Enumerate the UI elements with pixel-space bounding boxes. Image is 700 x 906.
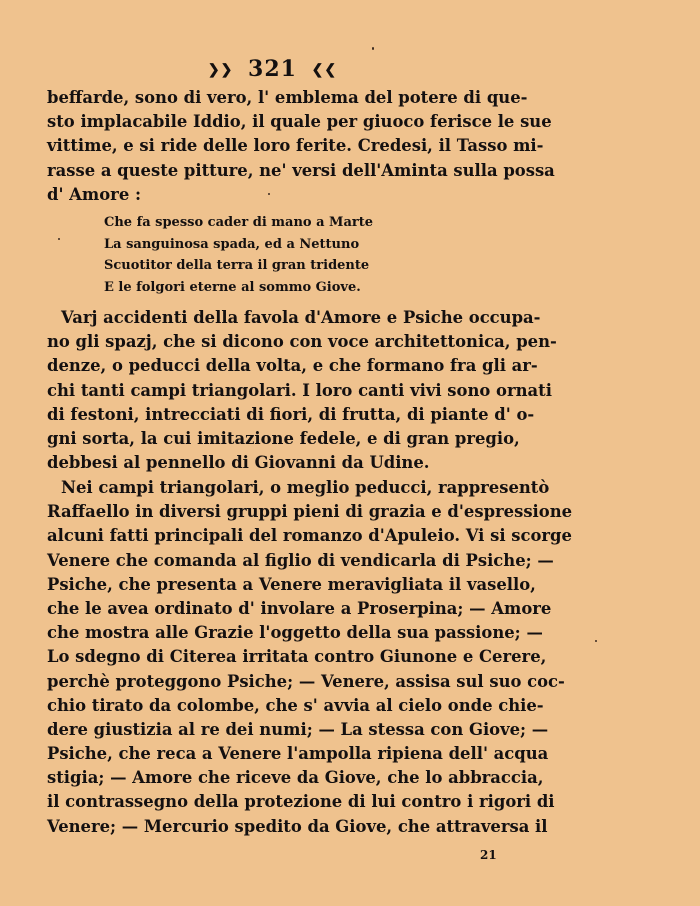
text-line: denze, o peducci della volta, e che formano fra gli ar- bbox=[47, 356, 538, 376]
text-line: Raffaello in diversi gruppi pieni di grazia e d'espressione bbox=[47, 502, 573, 522]
text-line: d' Amore : bbox=[47, 184, 141, 204]
text-line: Psiche, che reca a Venere l'ampolla ripiena dell' acqua bbox=[47, 744, 549, 764]
paragraph-continuation bbox=[47, 86, 555, 207]
ink-speck bbox=[372, 47, 374, 50]
paragraph-pendenze bbox=[47, 306, 557, 475]
text-line: chi tanti campi triangolari. I loro canti vivi sono ornati bbox=[47, 380, 552, 400]
text-line: Psiche, che presenta a Venere meravigliata il vasello, bbox=[47, 574, 536, 594]
verse-line: Che fa spesso cader di mano a Marte bbox=[104, 215, 373, 230]
text-line: che mostra alle Grazie l'oggetto della sua passione; — bbox=[47, 623, 543, 643]
text-line: che le avea ordinato d' involare a Proserpina; — Amore bbox=[47, 598, 552, 618]
left-ornament-icon: ❯❯ bbox=[207, 62, 234, 78]
text-line: stigia; — Amore che riceve da Giove, che lo abbraccia, bbox=[47, 768, 544, 788]
text-line: vittime, e si ride delle loro ferite. Credesi, il Tasso mi- bbox=[47, 136, 544, 156]
text-line: Venere; — Mercurio spedito da Giove, che attraversa il bbox=[47, 816, 548, 836]
text-line: Venere che comanda al figlio di vendicarla di Psiche; — bbox=[47, 550, 554, 570]
verse-line: E le folgori eterne al sommo Giove. bbox=[104, 279, 361, 295]
text-line: Nei campi triangolari, o meglio peducci, rappresentò bbox=[61, 478, 550, 497]
text-line: sto implacabile Iddio, il quale per giuoco ferisce le sue bbox=[47, 112, 552, 132]
page-number: 321 bbox=[248, 56, 297, 82]
text-line: alcuni fatti principali del romanzo d'Apuleio. Vi si scorge bbox=[47, 526, 572, 546]
text-line: perchè proteggono Psiche; — Venere, assisa sul suo coc- bbox=[47, 671, 565, 691]
text-line: Varj accidenti della favola d'Amore e Psiche occupa- bbox=[61, 308, 541, 327]
text-line: dere giustizia al re dei numi; — La stessa con Giove; — bbox=[47, 719, 549, 739]
ink-speck bbox=[595, 640, 597, 642]
verse-quotation bbox=[104, 212, 373, 298]
text-line: rasse a queste pitture, ne' versi dell'Aminta sulla possa bbox=[47, 160, 555, 180]
right-ornament-icon: ❮❮ bbox=[311, 62, 338, 78]
text-line: Lo sdegno di Citerea irritata contro Giunone e Cerere, bbox=[47, 647, 547, 667]
verse-line: Scuotitor della terra il gran tridente bbox=[104, 258, 370, 273]
ink-speck bbox=[268, 193, 270, 195]
running-header bbox=[0, 56, 545, 82]
verse-line: La sanguinosa spada, ed a Nettuno bbox=[104, 236, 360, 252]
paragraph-campi-triangolari bbox=[47, 476, 573, 839]
text-line: debbesi al pennello di Giovanni da Udine. bbox=[47, 453, 430, 473]
signature-mark: 21 bbox=[480, 848, 497, 862]
text-line: chio tirato da colombe, che s' avvia al cielo onde chie- bbox=[47, 695, 544, 715]
ink-speck bbox=[58, 238, 60, 240]
text-line: beffarde, sono di vero, l' emblema del potere di que- bbox=[47, 88, 528, 107]
text-line: no gli spazj, che si dicono con voce architettonica, pen- bbox=[47, 332, 557, 352]
text-line: di festoni, intrecciati di fiori, di frutta, di piante d' o- bbox=[47, 404, 535, 424]
text-line: il contrassegno della protezione di lui contro i rigori di bbox=[47, 792, 555, 812]
text-line: gni sorta, la cui imitazione fedele, e di gran pregio, bbox=[47, 428, 520, 448]
